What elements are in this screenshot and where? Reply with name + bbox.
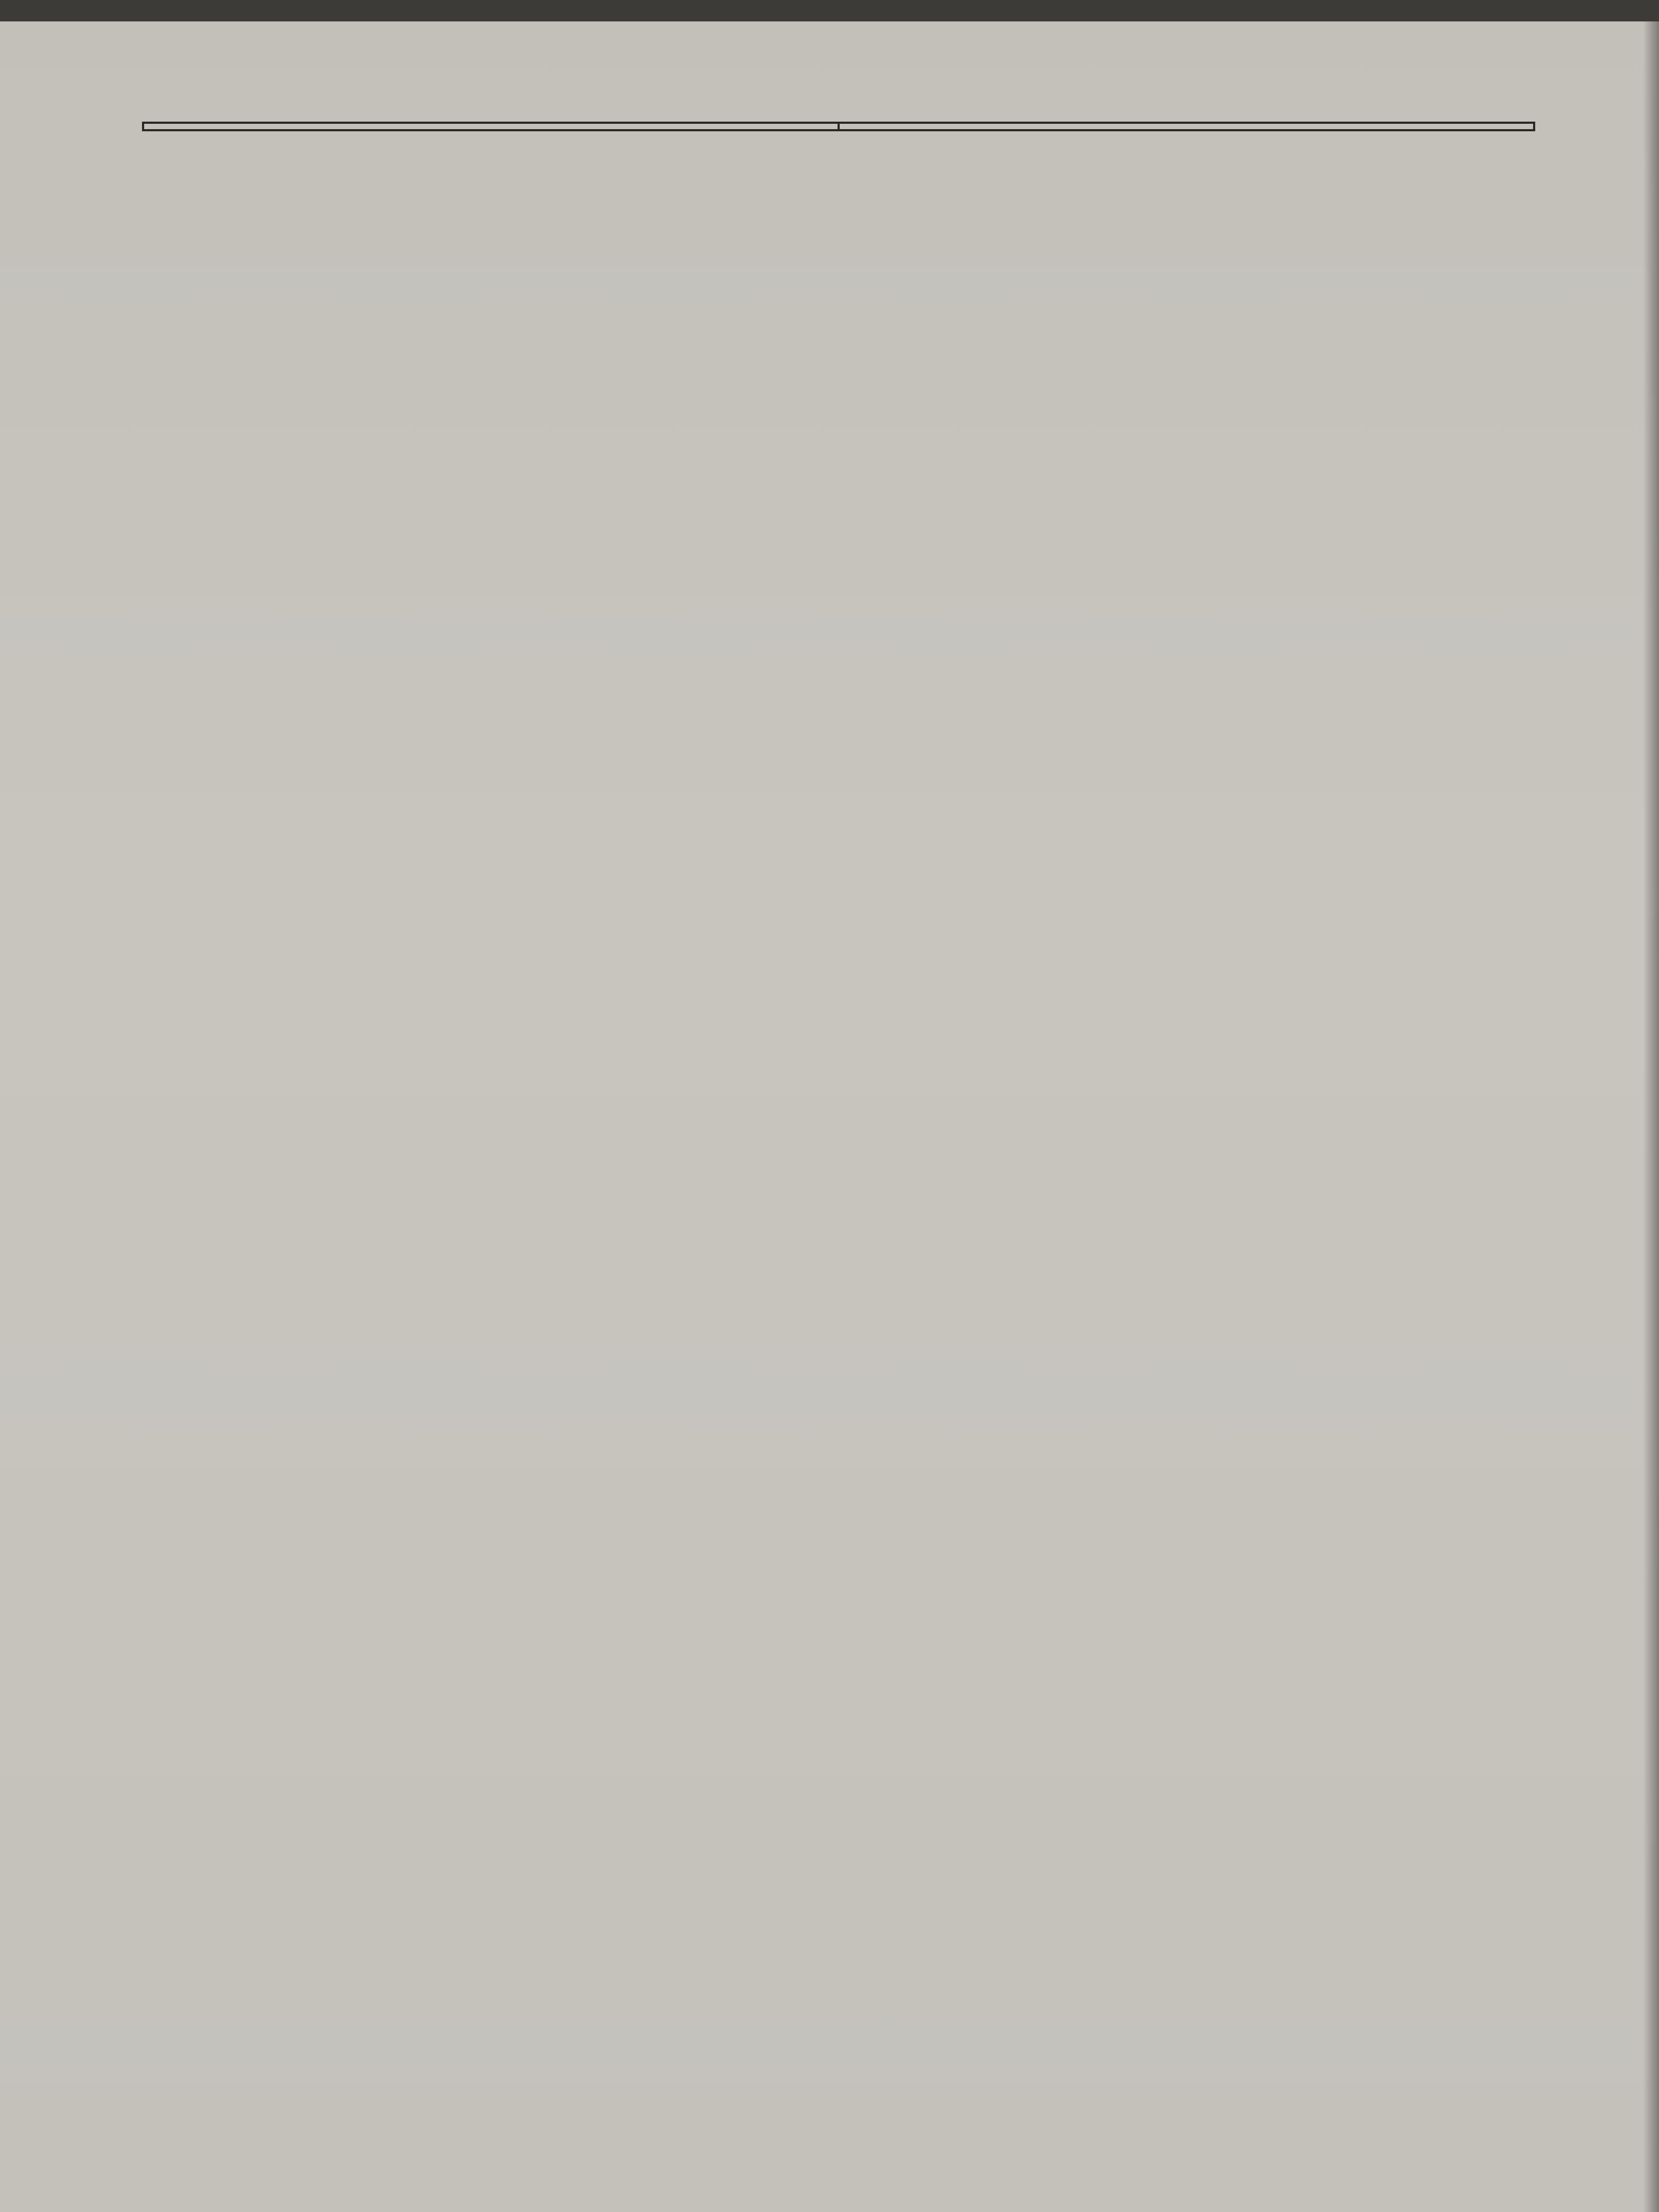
page-shadow-edge xyxy=(1643,21,1659,2212)
column-header-effects xyxy=(839,123,1534,130)
page-content xyxy=(142,83,1541,163)
fiber-effects-table xyxy=(142,122,1535,131)
book-page xyxy=(0,21,1659,2212)
column-header-factors xyxy=(143,123,839,130)
page-top-edge xyxy=(0,0,1659,21)
table-header-row xyxy=(143,123,1534,130)
